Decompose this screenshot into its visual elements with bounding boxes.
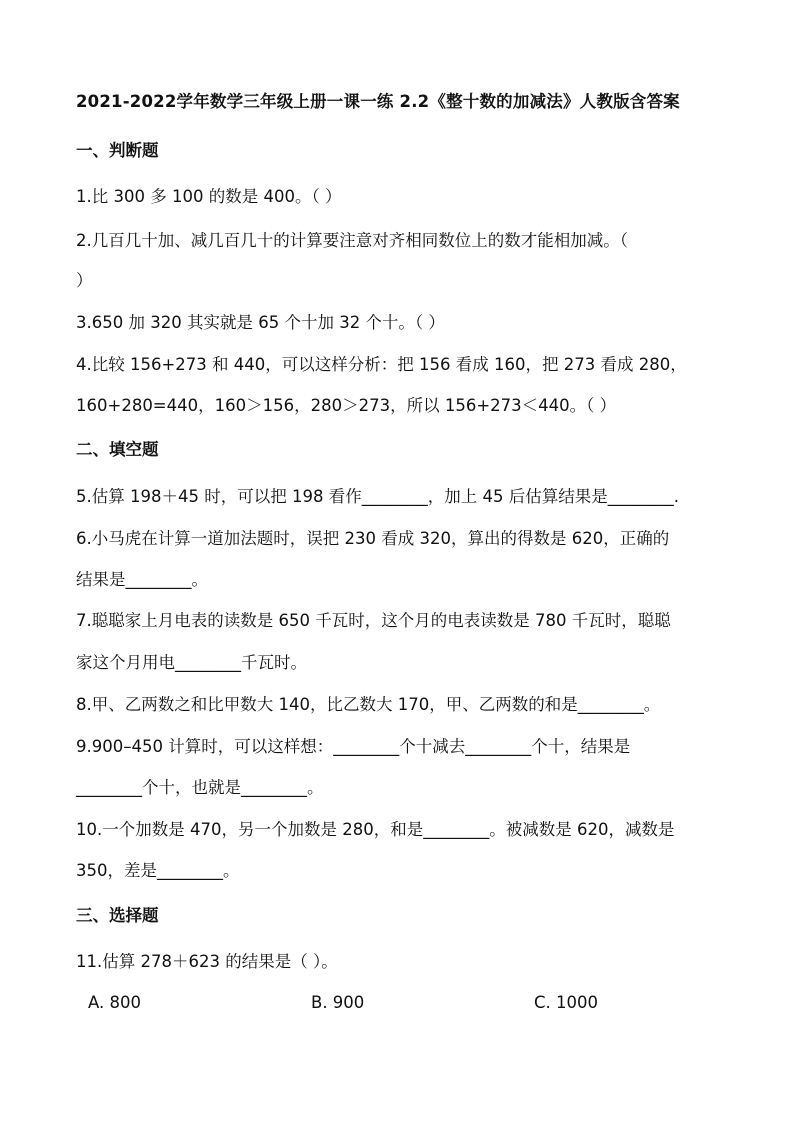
question-11: 11.估算 278＋623 的结果是（ ）。 (76, 952, 338, 971)
option-c: C. 1000 (534, 993, 599, 1012)
question-1: 1.比 300 多 100 的数是 400。（ ） (76, 187, 342, 206)
question-6-line-1: 6.小马虎在计算一道加法题时，误把 230 看成 320，算出的得数是 620，正确的 (76, 529, 670, 548)
question-9-line-1: 9.900–450 计算时，可以这样想：________个十减去________个十，结果是 (76, 737, 631, 756)
question-7-line-1: 7.聪聪家上月电表的读数是 650 千瓦时，这个月的电表读数是 780 千瓦时，聪聪 (76, 611, 671, 630)
question-9-line-2: ________个十，也就是________。 (76, 778, 324, 797)
option-b: B. 900 (311, 993, 365, 1012)
question-2-line-2: ） (76, 271, 93, 290)
section-heading-multiple-choice: 三、选择题 (76, 906, 159, 925)
document-title: 2021-2022学年数学三年级上册一课一练 2.2《整十数的加减法》人教版含答案 (76, 92, 680, 111)
section-heading-fill-blank: 二、填空题 (76, 440, 159, 459)
question-5: 5.估算 198＋45 时，可以把 198 看作________，加上 45 后估算结果是________. (76, 487, 679, 506)
question-8: 8.甲、乙两数之和比甲数大 140，比乙数大 170，甲、乙两数的和是________。 (76, 695, 661, 714)
question-4-line-1: 4.比较 156+273 和 440，可以这样分析：把 156 看成 160，把 273 看成 280， (76, 355, 687, 374)
question-7-line-2: 家这个月用电________千瓦时。 (76, 653, 307, 672)
question-10-line-1: 10.一个加数是 470，另一个加数是 280，和是________。被减数是 620，减数是 (76, 820, 675, 839)
section-heading-judgement: 一、判断题 (76, 141, 159, 160)
question-4-line-2: 160+280=440，160＞156，280＞273，所以 156+273＜440。（ ） (76, 396, 617, 415)
option-a: A. 800 (88, 993, 141, 1012)
question-10-line-2: 350，差是________。 (76, 861, 240, 880)
question-2-line-1: 2.几百几十加、减几百几十的计算要注意对齐相同数位上的数才能相加减。（ (76, 231, 628, 250)
question-6-line-2: 结果是________。 (76, 570, 208, 589)
question-3: 3.650 加 320 其实就是 65 个十加 32 个十。（ ） (76, 313, 445, 332)
